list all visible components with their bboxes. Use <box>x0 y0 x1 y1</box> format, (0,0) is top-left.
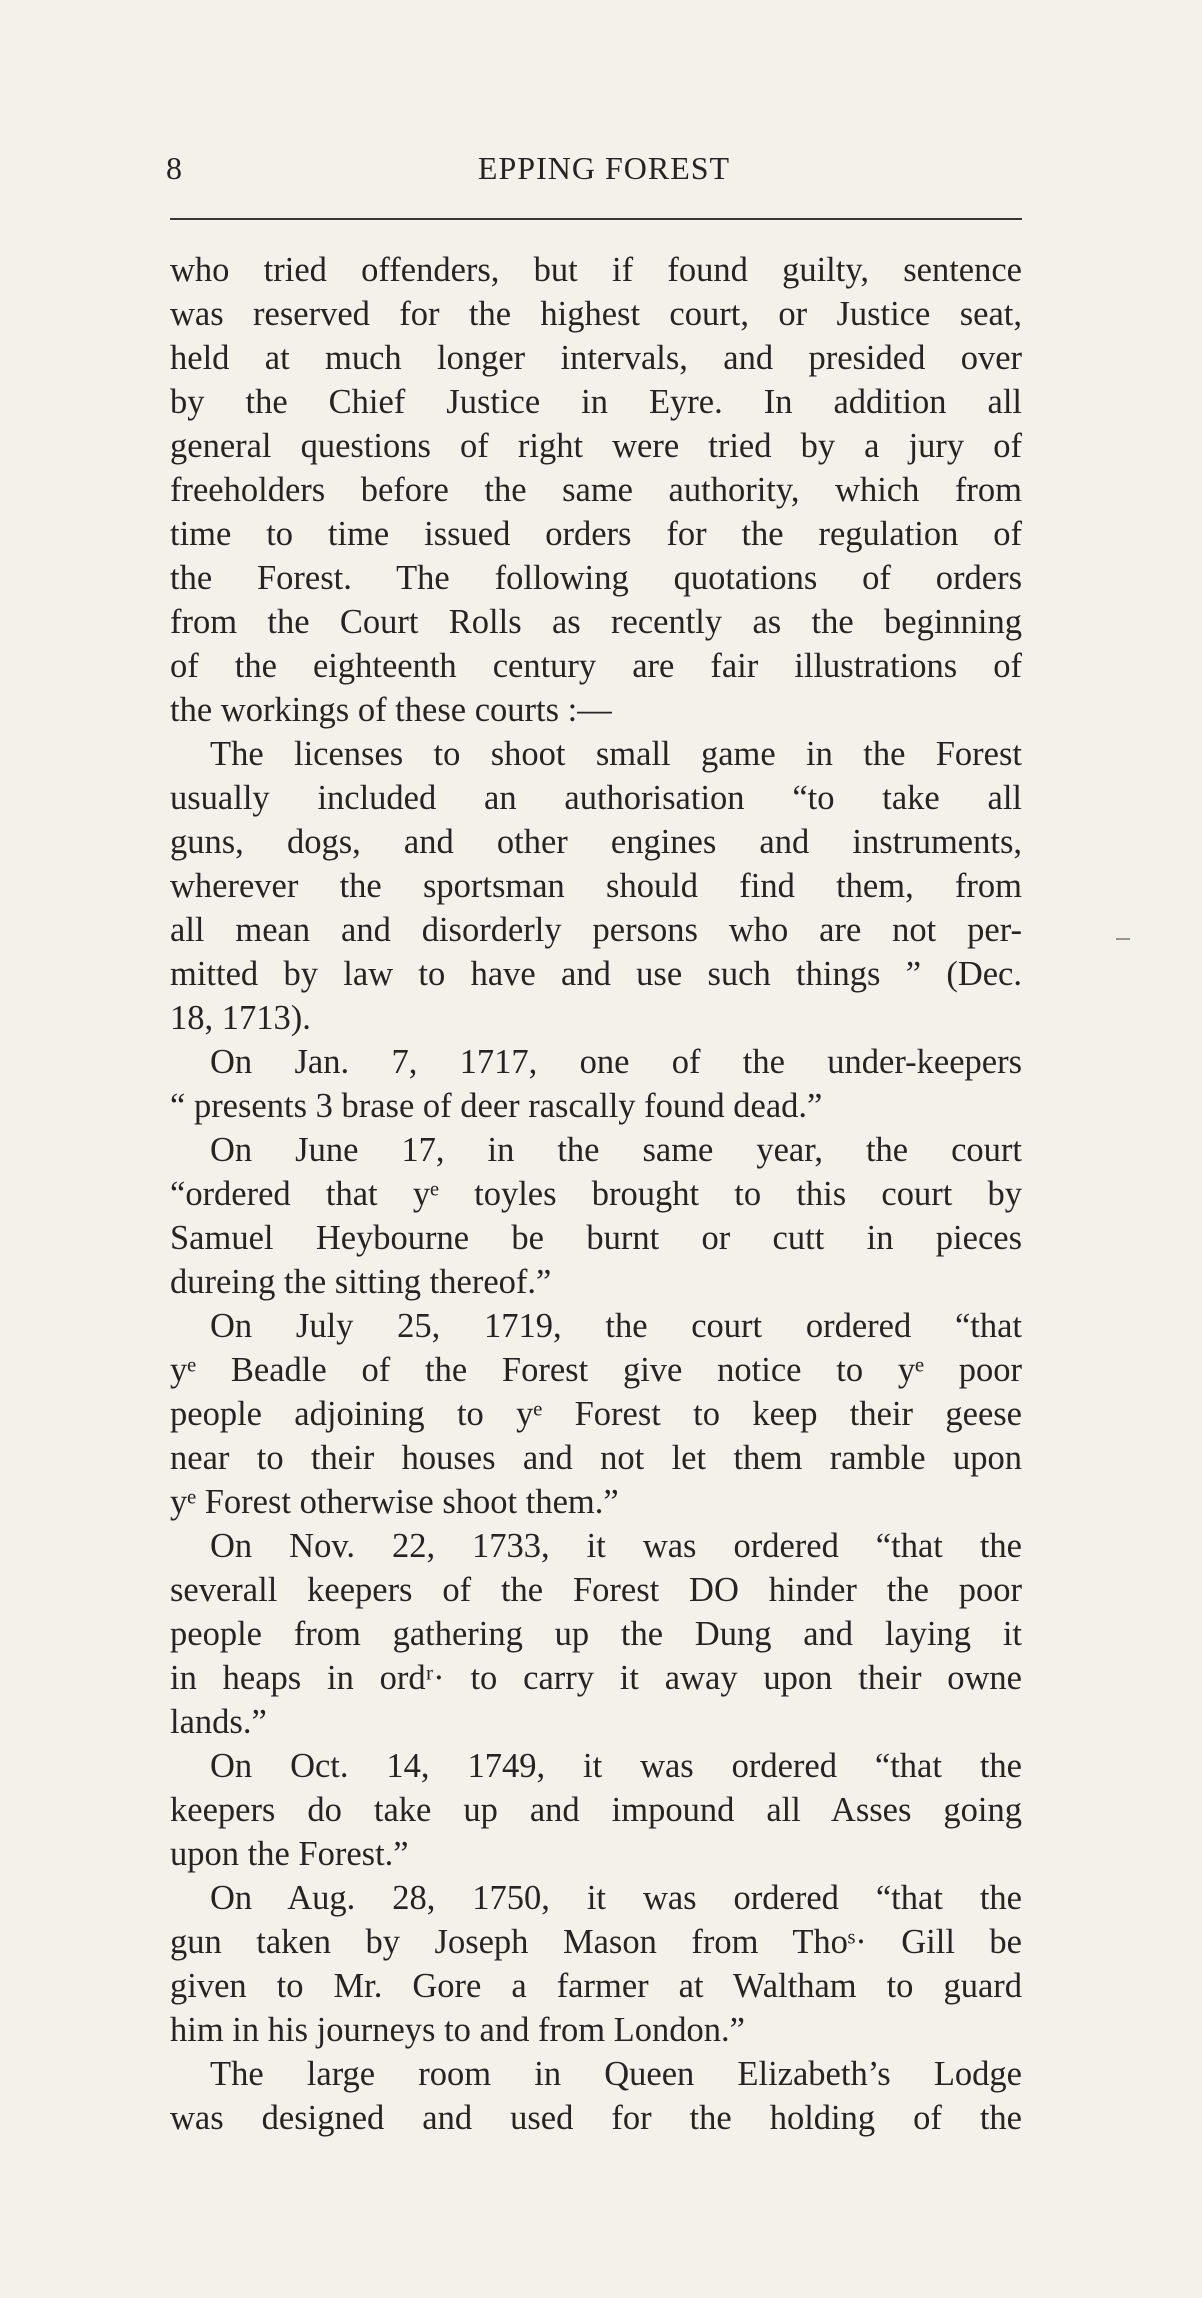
text-line: On Aug. 28, 1750, it was ordered “that the <box>210 1879 1022 1917</box>
text-line: people adjoining to yᵉ Forest to keep their geese <box>170 1395 1022 1433</box>
text-line: given to Mr. Gore a farmer at Waltham to guard <box>170 1967 1022 2005</box>
text-line: freeholders before the same authority, which from <box>170 471 1022 509</box>
text-line: “ordered that yᵉ toyles brought to this court by <box>170 1175 1022 1213</box>
page-number: 8 <box>166 150 183 186</box>
text-line: people from gathering up the Dung and laying it <box>170 1615 1022 1653</box>
text-line: The licenses to shoot small game in the Forest <box>210 735 1022 773</box>
body-text <box>170 248 1022 2140</box>
header-rule <box>170 218 1022 220</box>
text-line: On June 17, in the same year, the court <box>210 1131 1022 1169</box>
text-line: upon the Forest.” <box>170 1835 409 1873</box>
text-line: all mean and disorderly persons who are not per- <box>170 911 1022 949</box>
running-head <box>166 150 1022 194</box>
text-line: On Jan. 7, 1717, one of the under-keepers <box>210 1043 1022 1081</box>
running-title: EPPING FOREST <box>477 150 731 186</box>
text-line: was designed and used for the holding of the <box>170 2099 1022 2137</box>
text-line: keepers do take up and impound all Asses going <box>170 1791 1022 1829</box>
text-line: lands.” <box>170 1703 267 1741</box>
text-line: The large room in Queen Elizabeth’s Lodge <box>210 2055 1022 2093</box>
text-line: dureing the sitting thereof.” <box>170 1263 552 1301</box>
text-line: Samuel Heybourne be burnt or cutt in pieces <box>170 1219 1022 1257</box>
margin-mark <box>1116 938 1130 940</box>
text-line: gun taken by Joseph Mason from Thoˢ· Gill be <box>170 1923 1022 1961</box>
text-line: “ presents 3 brase of deer rascally found dead.” <box>170 1087 823 1125</box>
text-line: who tried offenders, but if found guilty, sentence <box>170 251 1022 289</box>
text-line: On July 25, 1719, the court ordered “that <box>210 1307 1022 1345</box>
text-line: in heaps in ordʳ· to carry it away upon their owne <box>170 1659 1022 1697</box>
text-line: On Nov. 22, 1733, it was ordered “that the <box>210 1527 1022 1565</box>
text-line: On Oct. 14, 1749, it was ordered “that the <box>210 1747 1022 1785</box>
text-line: held at much longer intervals, and presided over <box>170 339 1022 377</box>
text-line: general questions of right were tried by a jury of <box>170 427 1022 465</box>
text-line: by the Chief Justice in Eyre. In addition all <box>170 383 1022 421</box>
text-line: severall keepers of the Forest DO hinder the poor <box>170 1571 1022 1609</box>
text-line: was reserved for the highest court, or Justice seat, <box>170 295 1022 333</box>
text-line: from the Court Rolls as recently as the beginning <box>170 603 1022 641</box>
text-line: time to time issued orders for the regulation of <box>170 515 1022 553</box>
text-line: guns, dogs, and other engines and instruments, <box>170 823 1022 861</box>
text-line: of the eighteenth century are fair illustrations of <box>170 647 1022 685</box>
text-line: yᵉ Forest otherwise shoot them.” <box>170 1483 619 1521</box>
text-line: wherever the sportsman should find them, from <box>170 867 1022 905</box>
text-line: the Forest. The following quotations of orders <box>170 559 1022 597</box>
text-line: mitted by law to have and use such things ” (Dec. <box>170 955 1022 993</box>
text-line: usually included an authorisation “to take all <box>170 779 1022 817</box>
text-line: yᵉ Beadle of the Forest give notice to yᵉ poor <box>170 1351 1022 1389</box>
text-line: 18, 1713). <box>170 999 311 1037</box>
text-line: the workings of these courts :— <box>170 691 612 729</box>
text-line: near to their houses and not let them ramble upon <box>170 1439 1022 1477</box>
text-line: him in his journeys to and from London.” <box>170 2011 745 2049</box>
